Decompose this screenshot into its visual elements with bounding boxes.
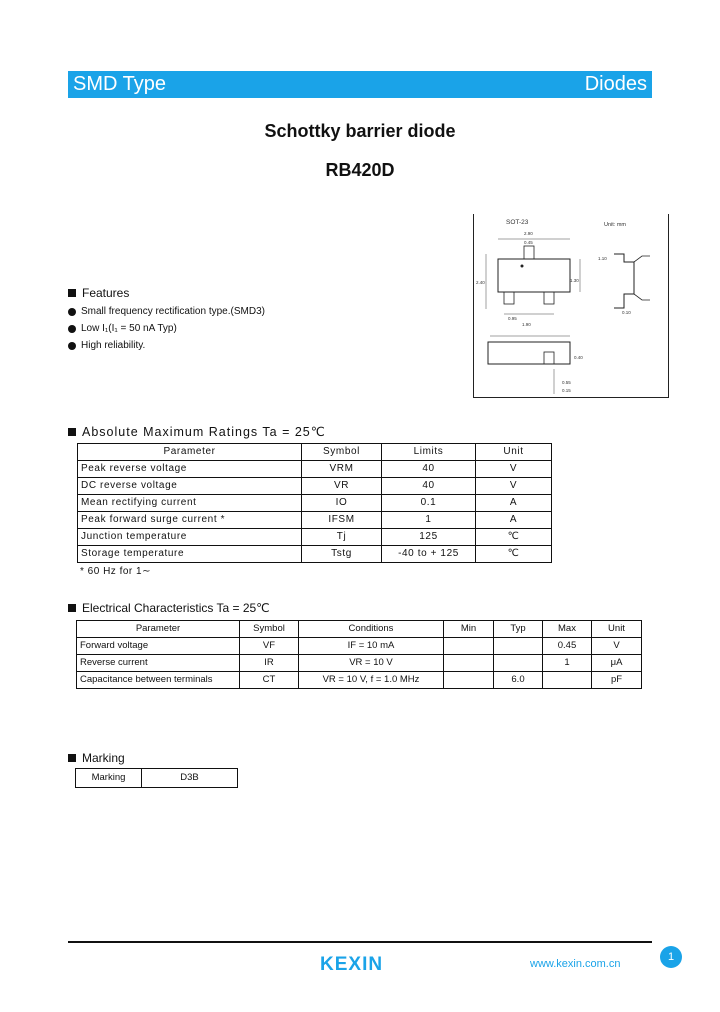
square-bullet-icon (68, 604, 76, 612)
package-body-bottom (488, 342, 570, 364)
bullet-icon (68, 325, 76, 333)
square-bullet-icon (68, 289, 76, 297)
svg-text:0.15: 0.15 (562, 388, 571, 393)
list-item: Low I₁(I₁ = 50 nA Typ) (68, 320, 265, 337)
square-bullet-icon (68, 754, 76, 762)
package-body-top (498, 259, 570, 292)
svg-text:2.90: 2.90 (524, 231, 533, 236)
table-row: Peak forward surge current * IFSM 1 A (78, 512, 552, 529)
table-row: Peak reverse voltage VRM 40 V (78, 461, 552, 478)
svg-text:0.95: 0.95 (508, 316, 517, 321)
elec-heading: Electrical Characteristics Ta = 25℃ (68, 601, 270, 615)
elec-table (76, 620, 642, 689)
page-number-badge: 1 (660, 946, 682, 968)
marking-label: Marking (76, 769, 142, 788)
abs-max-table (77, 443, 552, 563)
svg-text:0.10: 0.10 (622, 310, 631, 315)
table-header-row: Parameter Symbol Limits Unit (78, 444, 552, 461)
bullet-icon (68, 308, 76, 316)
list-item: Small frequency rectification type.(SMD3) (68, 303, 265, 320)
package-unit: Unit: mm (604, 222, 626, 228)
table-header-row: Parameter Symbol Conditions Min Typ Max Unit (77, 621, 642, 638)
package-svg (474, 214, 670, 398)
square-bullet-icon (68, 428, 76, 436)
abs-max-footnote: * 60 Hz for 1∼ (80, 566, 151, 577)
bullet-icon (68, 342, 76, 350)
table-row: Storage temperature Tstg -40 to + 125 ℃ (78, 546, 552, 563)
page-title: Schottky barrier diode (264, 121, 456, 141)
table-row: Junction temperature Tj 125 ℃ (78, 529, 552, 546)
part-number: RB420D (325, 160, 395, 180)
marking-heading: Marking (68, 751, 125, 765)
logo-text: KEXIN (320, 954, 384, 973)
table-row: Mean rectifying current IO 0.1 A (78, 495, 552, 512)
svg-text:0.45: 0.45 (524, 240, 533, 245)
pin-3 (524, 246, 534, 259)
marking-value: D3B (142, 769, 238, 788)
svg-text:1.90: 1.90 (522, 322, 531, 327)
features-list (68, 303, 265, 354)
footer-divider (68, 941, 652, 943)
svg-text:2.40: 2.40 (476, 280, 485, 285)
header-category: SMD Type (73, 73, 166, 95)
website-link[interactable]: www.kexin.com.cn (530, 958, 621, 970)
table-row: Reverse current IR VR = 10 V 1 μA (77, 655, 642, 672)
marking-table (75, 768, 238, 788)
pin-2 (544, 292, 554, 304)
abs-max-heading: Absolute Maximum Ratings Ta = 25℃ (68, 424, 326, 439)
table-row: Capacitance between terminals CT VR = 10 V, f = 1.0 MHz 6.0 pF (77, 672, 642, 689)
table-row (76, 769, 238, 788)
svg-text:0.55: 0.55 (562, 380, 571, 385)
svg-text:1.30: 1.30 (570, 278, 579, 283)
kexin-logo (320, 953, 402, 978)
table-row: DC reverse voltage VR 40 V (78, 478, 552, 495)
logo-svg (320, 953, 402, 973)
header-product-type: Diodes (584, 73, 647, 95)
list-item: High reliability. (68, 337, 265, 354)
svg-text:1.10: 1.10 (598, 256, 607, 261)
svg-text:0.40: 0.40 (574, 355, 583, 360)
header-bar (68, 71, 652, 98)
package-outline-drawing (473, 214, 669, 398)
features-heading: Features (68, 286, 129, 300)
package-name: SOT-23 (506, 219, 529, 226)
table-row: Forward voltage VF IF = 10 mA 0.45 V (77, 638, 642, 655)
pin-1 (504, 292, 514, 304)
